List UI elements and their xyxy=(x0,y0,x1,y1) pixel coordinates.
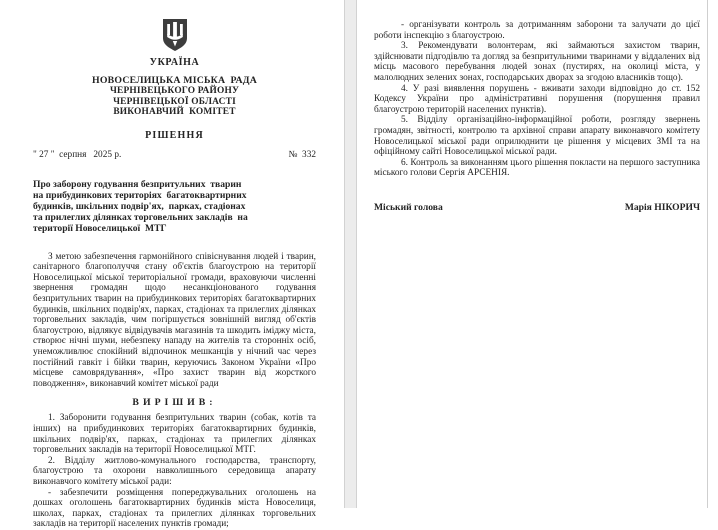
preamble-paragraph: З метою забезпечення гармонійного співіснування людей і тварин, санітарного благополуччя стану об'єктів благоустрою на території Новоселицької міської територіальної громади, враховуючи численні звернення громадян щодо несанкціонованого годування безпритульних тварин на прибудинкових територіях багатоквартирних будинків, шкільних подвір'ях, парках, стадіонах та прилеглих ділянках торговельних закладів, чим погіршується зовнішній вигляд об'єктів благоустрою, відлякує відвідувачів магазинів та шкодить іміджу міста, створює нічні шуми, небезпеку нападу на жителів та сторонніх осіб, унеможливлює спокійний відпочинок мешканців у нічний час через постійний гавкіт і бійки тварин, керуючись Законом України «Про місцеве самоврядування», «Про захист тварин від жорсткого поводження», виконавчий комітет міської ради xyxy=(33,251,316,389)
title-line: та прилеглих ділянках торговельних закладів на xyxy=(33,211,248,223)
authority-line-region: ЧЕРНІВЕЦЬКОЇ ОБЛАСТІ xyxy=(113,96,236,107)
title-line: на прибудинкових територіях багатоквартирних xyxy=(33,189,247,201)
resolution-item-4: 4. У разі виявлення порушень - вживати заходи відповідно до ст. 152 Кодексу України про адміністративні порушення (порушення правил благоустрою територій населених пунктів). xyxy=(374,83,700,115)
document-date: " 27 " серпня 2025 р. xyxy=(33,149,122,160)
signature-row xyxy=(374,202,700,213)
country-name: УКРАЇНА xyxy=(149,57,200,68)
authority-line-committee: ВИКОНАВЧИЙ КОМІТЕТ xyxy=(113,107,236,118)
document-page-1 xyxy=(0,0,344,530)
date-number-row xyxy=(33,150,316,160)
authority-line-council: НОВОСЕЛИЦЬКА МІСЬКА РАДА xyxy=(92,75,257,86)
document-number: № 332 xyxy=(288,149,316,160)
signatory-name: Марія НІКОРИЧ xyxy=(624,201,700,213)
authority-line-district: ЧЕРНІВЕЦЬКОГО РАЙОНУ xyxy=(109,86,240,97)
coat-of-arms-ukraine-icon xyxy=(162,18,188,52)
page-separator xyxy=(344,0,357,508)
document-type: РІШЕННЯ xyxy=(145,129,204,141)
resolution-item-5: 5. Відділу організаційно-інформаційної роботи, розгляду звернень громадян, звітності, контролю та архівної справи апарату виконавчого комітету Новоселицької міської ради оприлюднити це рішення у місцевих ЗМІ та на офіційному сайті Новоселицької міської ради. xyxy=(374,115,700,158)
issuing-authority xyxy=(33,76,316,118)
title-line: будинків, шкільних подвір'ях, парках, стадіонах xyxy=(33,200,246,212)
resolution-item-2-sub: - забезпечити розміщення попереджувальних оголошень на дошках оголошень багатоквартирних будинків міста Новоселиця, школах, парках, стадіонах та прилеглих ділянках торговельних закладів на території населених пунктів громади; xyxy=(33,487,316,530)
resolution-item-2: 2. Відділу житлово-комунального господарства, транспорту, благоустрою та охорони навколишнього середовища апарату виконавчого комітету міської ради: xyxy=(33,455,316,487)
resolved-heading: ВИРІШИВ: xyxy=(132,397,217,409)
resolution-item-1: 1. Заборонити годування безпритульних тварин (собак, котів та інших) на прибудинкових територіях багатоквартирних будинків, шкільних подвір'ях, парках, стадіонах та прилеглих ділянках торговельних закладів на території Новоселицької МТГ. xyxy=(33,413,316,456)
resolution-item-6: 6. Контроль за виконанням цього рішення покласти на першого заступника міського голови Сергія АРСЕНІЯ. xyxy=(374,157,700,179)
resolution-item-3: 3. Рекомендувати волонтерам, які займаються захистом тварин, здійснювати підгодівлю та догляд за безпритульними тваринами у віддалених від місць масового перебування людей зонах (пустирях, на околиці міста, у малолюдних зелених зонах, господарських дворах за згодою власників тощо). xyxy=(374,41,700,83)
signatory-position: Міський голова xyxy=(374,201,443,213)
document-title xyxy=(33,179,316,234)
title-line: території Новоселицької МТГ xyxy=(33,222,167,234)
next-page-edge xyxy=(707,0,718,508)
document-page-2 xyxy=(357,0,707,508)
title-line: Про заборону годування безпритульних тварин xyxy=(33,178,242,190)
resolution-item-2-sub-continued: - організувати контроль за дотриманням заборони та залучати до цієї роботи інспекцію з благоустрою. xyxy=(374,20,700,41)
